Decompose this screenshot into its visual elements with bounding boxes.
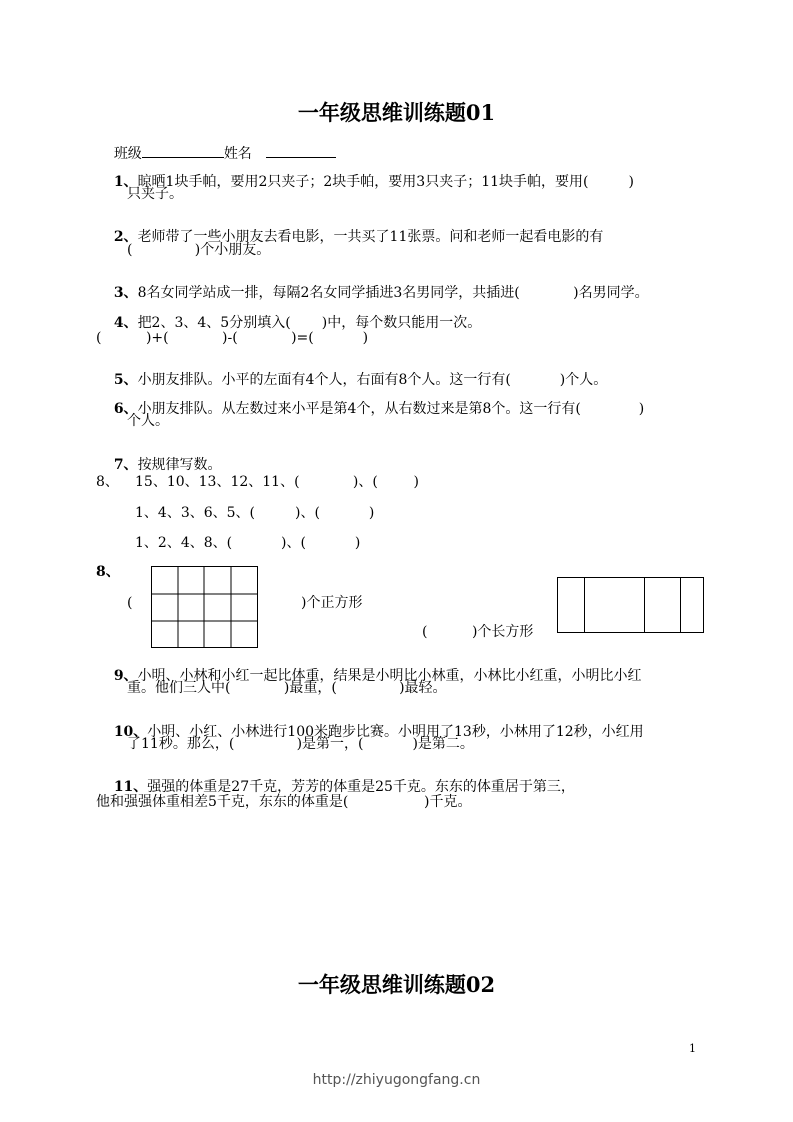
question-text: 晾晒1块手帕，要用2只夹子；2块手帕，要用3只夹子；11块手帕，要用( ) (137, 174, 634, 190)
rectangle-count-label: ( )个长方形 (422, 624, 534, 640)
question-number: 1、 (113, 174, 138, 190)
question-text: 老师带了一些小朋友去看电影，一共买了11张票。问和老师一起看电影的有 (137, 229, 604, 245)
name-label: 姓名 (223, 146, 252, 162)
question-8b-number: 8、 (96, 564, 120, 580)
question-11-cont: 他和强强体重相差5千克，东东的体重是( )千克。 (96, 794, 472, 810)
class-label: 班级 (113, 146, 142, 162)
sequence-row-2: 1、4、3、6、5、( )、( ) (135, 505, 375, 521)
page-title: 一年级思维训练题01 (297, 100, 496, 125)
next-page-title: 一年级思维训练题02 (297, 972, 496, 997)
square-count-label: )个正方形 (301, 595, 363, 611)
sequence-row-3: 1、2、4、8、( )、( ) (135, 535, 361, 551)
question-6 (96, 388, 644, 430)
question-1-cont: 只夹子。 (127, 186, 183, 202)
question-number: 2、 (113, 229, 138, 245)
rectangle-strip-figure (557, 577, 705, 633)
question-number: 11、 (113, 779, 148, 795)
question-number: 4、 (113, 315, 138, 331)
question-text: 小朋友排队。从左数过来小平是第4个，从右数过来是第8个。这一行有( ) (137, 401, 645, 417)
question-10-cont: 了11秒。那么，( )是第一，( )是第二。 (127, 736, 474, 752)
name-blank (266, 145, 336, 158)
question-text: 小朋友排队。小平的左面有4个人，右面有8个人。这一行有( )个人。 (137, 372, 608, 388)
question-2-cont: ( )个小朋友。 (127, 242, 271, 258)
question-text: 把2、3、4、5分别填入( )中，每个数只能用一次。 (137, 315, 482, 331)
question-text: 8名女同学站成一排，每隔2名女同学插进3名男同学，共插进( )名男同学。 (137, 285, 649, 301)
sequence-row-1: 15、10、13、12、11、( )、( ) (135, 474, 419, 490)
footer-url[interactable]: http://zhiyugongfang.cn (312, 1072, 481, 1088)
question-9-cont: 重。他们三人中( )最重，( )最轻。 (127, 680, 447, 696)
question-text: 按规律写数。 (137, 457, 222, 473)
question-number: 5、 (113, 372, 138, 388)
question-number: 6、 (113, 401, 138, 417)
page-number: 1 (689, 1042, 696, 1055)
question-number: 3、 (113, 285, 138, 301)
question-6-cont: 个人。 (127, 413, 169, 429)
square-grid-figure (151, 566, 259, 648)
question-8-number: 8、 (96, 474, 119, 490)
question-number: 10、 (113, 724, 148, 740)
question-number: 9、 (113, 668, 138, 684)
question-text: 小明、小林和小红一起比体重，结果是小明比小林重，小林比小红重，小明比小红 (137, 668, 642, 684)
class-blank (142, 145, 224, 158)
question-number: 7、 (113, 457, 138, 473)
question-text: 强强的体重是27千克，芳芳的体重是25千克。东东的体重居于第三， (147, 779, 575, 795)
square-count-open: ( (127, 595, 133, 611)
question-4-equation: ( )+( )-( )=( ) (96, 330, 369, 346)
question-text: 小明、小红、小林进行100米跑步比赛。小明用了13秒，小林用了12秒，小红用 (147, 724, 644, 740)
